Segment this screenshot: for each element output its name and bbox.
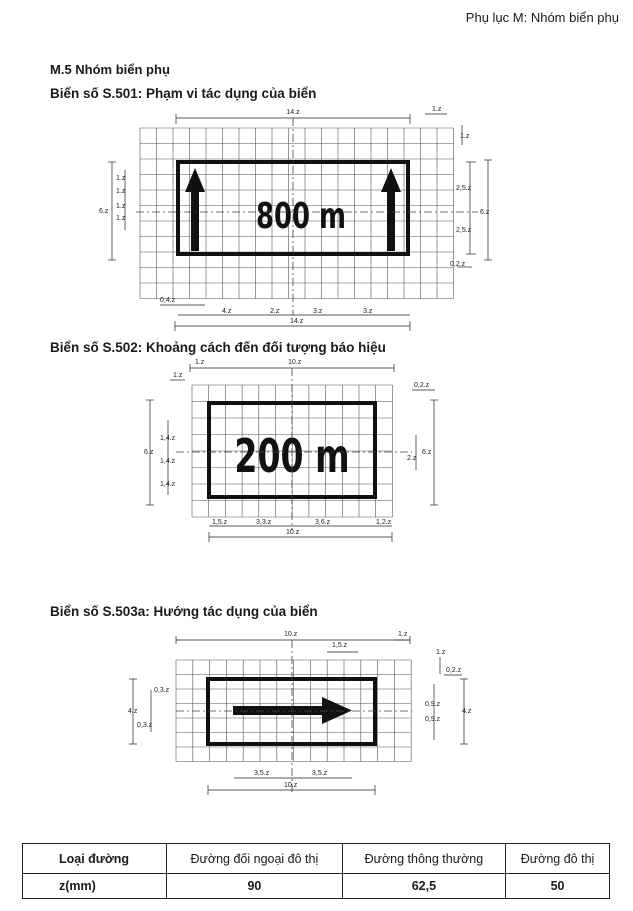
arrow-up-icon (381, 168, 401, 251)
sign-diagram-s501 (0, 100, 633, 335)
sign-diagram-s503a (0, 622, 633, 802)
svg-text:2,5.z: 2,5.z (456, 227, 472, 234)
svg-text:3.z: 3.z (313, 308, 323, 315)
table-row (23, 874, 610, 899)
appendix-title: Phụ lục M: Nhóm biển phụ (465, 10, 619, 25)
svg-text:1.z: 1.z (116, 215, 126, 222)
sign-title-s501: Biển số S.501: Phạm vi tác dụng của biển (50, 86, 317, 101)
svg-text:0,9.z: 0,9.z (425, 701, 441, 708)
svg-text:1.z: 1.z (195, 359, 205, 366)
svg-text:2.z: 2.z (407, 455, 417, 462)
svg-text:0,2.z: 0,2.z (450, 261, 466, 268)
svg-text:1,4.z: 1,4.z (160, 481, 176, 488)
svg-text:6.z: 6.z (144, 449, 154, 456)
svg-text:2,5.z: 2,5.z (456, 185, 472, 192)
table-cell: 62,5 (342, 874, 505, 899)
svg-text:1.z: 1.z (116, 188, 126, 195)
svg-text:10.z: 10.z (288, 359, 302, 366)
section-title: M.5 Nhóm biển phụ (50, 62, 170, 77)
svg-text:4.z: 4.z (222, 308, 232, 315)
svg-text:4.z: 4.z (128, 708, 138, 715)
svg-text:14.z: 14.z (286, 109, 300, 116)
table-cell: z(mm) (23, 874, 167, 899)
sign-title-s502: Biển số S.502: Khoảng cách đến đối tượng báo hiệu (50, 340, 386, 355)
table-header-cell: Đường đô thị (506, 844, 610, 874)
svg-text:1.z: 1.z (436, 649, 446, 656)
svg-text:10.z: 10.z (284, 782, 298, 789)
sign-text-s502: 200 m (234, 430, 350, 484)
sign-title-s503a: Biển số S.503a: Hướng tác dụng của biển (50, 604, 318, 619)
svg-text:6.z: 6.z (422, 449, 432, 456)
svg-text:1,5.z: 1,5.z (332, 642, 348, 649)
svg-text:1.z: 1.z (432, 106, 442, 113)
svg-text:0,9.z: 0,9.z (425, 716, 441, 723)
svg-text:6.z: 6.z (480, 209, 490, 216)
svg-text:1,4.z: 1,4.z (160, 435, 176, 442)
svg-text:3,3.z: 3,3.z (256, 519, 272, 526)
table-cell: 90 (167, 874, 343, 899)
svg-text:0,3.z: 0,3.z (154, 687, 170, 694)
svg-text:3,6.z: 3,6.z (315, 519, 331, 526)
z-value-table (22, 843, 610, 899)
svg-text:2.z: 2.z (270, 308, 280, 315)
svg-text:0,2.z: 0,2.z (414, 382, 430, 389)
arrow-right-icon (233, 697, 352, 724)
svg-text:0,3.z: 0,3.z (137, 722, 153, 729)
svg-text:1.z: 1.z (116, 203, 126, 210)
sign-diagram-s502 (0, 350, 633, 550)
svg-text:3.z: 3.z (363, 308, 373, 315)
svg-text:1.z: 1.z (460, 133, 470, 140)
table-header-row (23, 844, 610, 874)
svg-text:1,5.z: 1,5.z (212, 519, 228, 526)
table-cell: 50 (506, 874, 610, 899)
svg-text:0,2.z: 0,2.z (446, 667, 462, 674)
svg-text:1.z: 1.z (173, 372, 183, 379)
table-header-cell: Đường thông thường (342, 844, 505, 874)
svg-text:1,4.z: 1,4.z (160, 458, 176, 465)
svg-text:10.z: 10.z (284, 631, 298, 638)
svg-text:6.z: 6.z (99, 208, 109, 215)
svg-text:0,4.z: 0,4.z (160, 297, 176, 304)
table-header-cell: Đường đối ngoại đô thị (167, 844, 343, 874)
svg-text:10.z: 10.z (286, 529, 300, 536)
svg-text:1.z: 1.z (398, 631, 408, 638)
table-header-cell: Loại đường (23, 844, 167, 874)
svg-text:4.z: 4.z (462, 708, 472, 715)
svg-text:1,2.z: 1,2.z (376, 519, 392, 526)
sign-text-s501: 800 m (255, 195, 347, 238)
svg-text:3,5.z: 3,5.z (254, 770, 270, 777)
arrow-up-icon (185, 168, 205, 251)
svg-text:3,5.z: 3,5.z (312, 770, 328, 777)
svg-text:1.z: 1.z (116, 175, 126, 182)
svg-text:14.z: 14.z (290, 318, 304, 325)
